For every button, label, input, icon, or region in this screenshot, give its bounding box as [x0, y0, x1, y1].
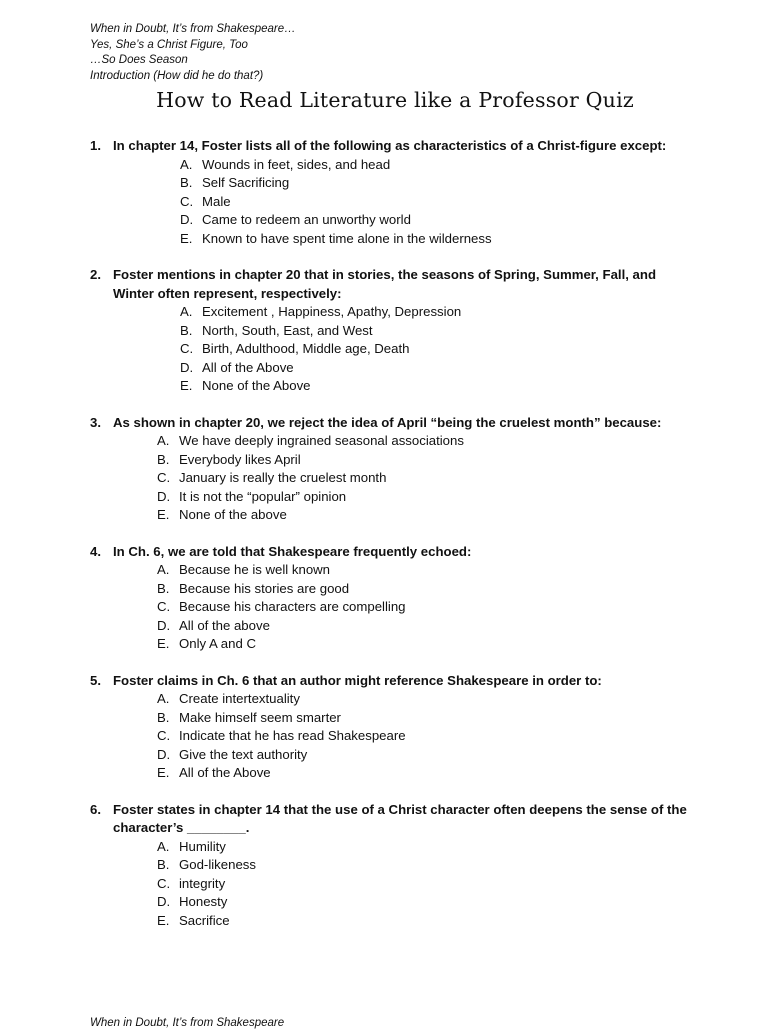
question-text: Foster claims in Ch. 6 that an author might reference Shakespeare in order to: — [113, 672, 602, 688]
question-3 — [90, 414, 690, 525]
option-text: All of the above — [179, 617, 270, 633]
option-letter: B. — [157, 709, 170, 725]
answer-options — [90, 156, 690, 249]
question-text: In chapter 14, Foster lists all of the following as characteristics of a Christ-figure except: — [113, 138, 667, 153]
option-letter: D. — [180, 359, 194, 375]
option-text: Make himself seem smarter — [179, 709, 341, 725]
question-number: 2. — [90, 267, 101, 282]
option-text: Humility — [179, 838, 226, 854]
option-text: Because his characters are compelling — [179, 599, 406, 614]
answer-option — [180, 303, 690, 322]
option-text: God-likeness — [179, 857, 256, 872]
header-note: …So Does Season — [90, 54, 188, 66]
option-letter: A. — [180, 156, 193, 172]
question-text: As shown in chapter 20, we reject the idea of April “being the cruelest month” because: — [113, 414, 662, 430]
option-letter: C. — [180, 341, 194, 356]
question-number: 5. — [90, 672, 101, 688]
option-letter: D. — [157, 488, 171, 504]
question-number: 3. — [90, 414, 101, 430]
question-2 — [90, 266, 690, 396]
answer-option — [157, 709, 690, 728]
answer-options — [90, 561, 690, 654]
option-letter: C. — [157, 728, 171, 743]
option-letter: E. — [180, 378, 193, 393]
option-letter: A. — [157, 433, 170, 448]
answer-option — [157, 690, 690, 709]
option-text: Known to have spent time alone in the wilderness — [202, 230, 492, 246]
answer-option — [157, 912, 690, 931]
option-text: Only A and C — [179, 636, 256, 651]
question-1 — [90, 137, 690, 248]
answer-option — [180, 174, 690, 193]
question-5 — [90, 672, 690, 783]
question-6 — [90, 801, 690, 931]
question-text: Foster states in chapter 14 that the use of a Christ character often deepens the sense of the character’s ________. — [113, 801, 687, 835]
option-text: Indicate that he has read Shakespeare — [179, 728, 406, 743]
answer-option — [157, 561, 690, 580]
answer-option — [157, 432, 690, 451]
option-letter: B. — [180, 322, 193, 338]
option-text: Sacrifice — [179, 912, 230, 928]
answer-option — [180, 322, 690, 341]
header-note: Yes, She’s a Christ Figure, Too — [90, 38, 248, 51]
answer-option — [157, 580, 690, 599]
answer-options — [90, 838, 690, 931]
answer-option — [180, 211, 690, 230]
option-text: Male — [202, 193, 231, 209]
option-text: Give the text authority — [179, 746, 308, 762]
option-letter: E. — [157, 765, 170, 780]
option-letter: B. — [157, 451, 170, 467]
option-text: Because his stories are good — [179, 580, 350, 596]
option-text: Excitement , Happiness, Apathy, Depression — [202, 304, 462, 319]
answer-option — [157, 893, 690, 912]
option-text: All of the Above — [202, 359, 294, 375]
option-letter: C. — [157, 599, 171, 614]
header-notes — [90, 22, 296, 84]
answer-option — [157, 635, 690, 654]
page-title: How to Read Literature like a Professor Quiz — [156, 88, 634, 112]
answer-options — [90, 432, 690, 525]
option-text: None of the Above — [202, 378, 311, 393]
option-text: Wounds in feet, sides, and head — [202, 156, 391, 172]
option-letter: D. — [180, 212, 194, 227]
answer-option — [180, 156, 690, 175]
option-text: All of the Above — [179, 765, 271, 780]
option-letter: B. — [157, 580, 170, 596]
option-text: Birth, Adulthood, Middle age, Death — [202, 341, 410, 356]
option-text: Everybody likes April — [179, 451, 301, 467]
option-text: Because he is well known — [179, 562, 331, 577]
question-4 — [90, 543, 690, 654]
answer-options — [90, 303, 690, 396]
option-text: North, South, East, and West — [202, 322, 373, 338]
option-text: integrity — [179, 875, 226, 891]
answer-option — [157, 764, 690, 783]
option-letter: C. — [157, 470, 171, 485]
answer-option — [157, 598, 690, 617]
option-text: Self Sacrificing — [202, 175, 290, 190]
answer-option — [157, 746, 690, 765]
answer-options — [90, 690, 690, 783]
option-letter: B. — [180, 175, 193, 190]
option-text: Came to redeem an unworthy world — [202, 212, 411, 227]
answer-option — [157, 617, 690, 636]
option-letter: E. — [180, 230, 193, 246]
answer-option — [157, 856, 690, 875]
option-letter: B. — [157, 857, 170, 872]
option-text: January is really the cruelest month — [179, 470, 387, 485]
question-list — [90, 137, 690, 948]
answer-option — [157, 875, 690, 894]
answer-option — [157, 838, 690, 857]
option-text: It is not the “popular” opinion — [179, 488, 347, 504]
option-letter: C. — [180, 193, 194, 209]
answer-option — [180, 193, 690, 212]
question-number: 6. — [90, 801, 101, 817]
answer-option — [157, 488, 690, 507]
header-note: Introduction (How did he do that?) — [90, 69, 264, 82]
option-letter: A. — [157, 562, 170, 577]
option-letter: A. — [157, 838, 170, 854]
option-text: None of the above — [179, 507, 287, 522]
option-letter: E. — [157, 507, 170, 522]
question-text: Foster mentions in chapter 20 that in stories, the seasons of Spring, Summer, Fall, and Winter often represent, respectively: — [113, 267, 657, 301]
answer-option — [180, 340, 690, 359]
answer-option — [180, 359, 690, 378]
question-number: 4. — [90, 543, 101, 559]
answer-option — [157, 469, 690, 488]
option-letter: D. — [157, 617, 171, 633]
footer-note: When in Doubt, It’s from Shakespeare — [90, 1017, 285, 1029]
option-letter: D. — [157, 746, 171, 762]
option-letter: A. — [180, 304, 193, 319]
answer-option — [157, 451, 690, 470]
header-note: When in Doubt, It’s from Shakespeare… — [90, 23, 296, 35]
option-text: Honesty — [179, 894, 228, 909]
question-text: In Ch. 6, we are told that Shakespeare frequently echoed: — [113, 543, 472, 559]
option-text: Create intertextuality — [179, 691, 300, 706]
answer-option — [180, 377, 690, 396]
answer-option — [157, 727, 690, 746]
option-letter: E. — [157, 636, 170, 651]
option-letter: D. — [157, 894, 171, 909]
answer-option — [157, 506, 690, 525]
answer-option — [180, 230, 690, 249]
option-letter: E. — [157, 912, 170, 928]
option-letter: C. — [157, 875, 171, 891]
question-number: 1. — [90, 138, 101, 153]
option-letter: A. — [157, 691, 170, 706]
option-text: We have deeply ingrained seasonal associations — [179, 433, 464, 448]
